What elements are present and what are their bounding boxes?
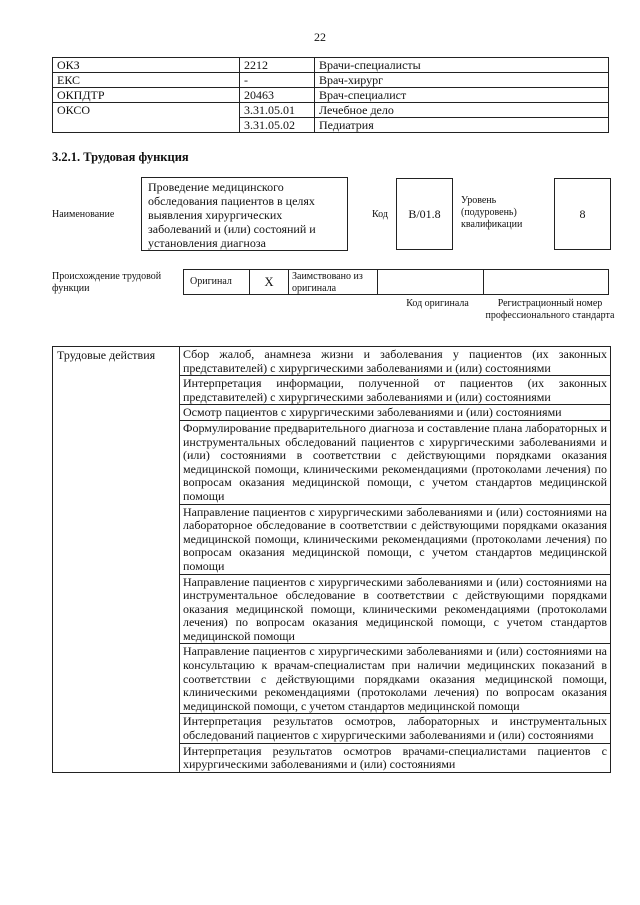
origin-label: Происхождение трудовой функции <box>52 271 162 294</box>
original-code-cell <box>377 269 484 295</box>
classifier-row <box>53 88 609 103</box>
reg-number-cell <box>483 269 609 295</box>
classifier-name: Врачи-специалисты <box>315 58 609 73</box>
reg-number-caption: Регистрационный номер профессионального стандарта <box>485 298 615 321</box>
labor-action-item: Осмотр пациентов с хирургическими заболеваниями и (или) состояниями <box>180 405 611 421</box>
labor-action-item: Направление пациентов с хирургическими заболеваниями и (или) состояниями на лабораторное обследование в соответствии с действующими порядками оказания медицинской помощи, клиническими рекомендациями (протоколами лечения) по вопросам оказания медицинской помощи, с учетом стандартов медицинской помощи <box>180 504 611 574</box>
labor-action-item: Формулирование предварительного диагноза и составление плана лабораторных и инструментальных обследований пациентов с хирургическими заболеваниями и (или) состояниями в соответствии с действующими порядками оказания медицинской помощи, клиническими рекомендациями (протоколами лечения) по вопросам оказания медицинской помощи, с учетом стандартов медицинской помощи <box>180 420 611 504</box>
labor-action-item: Интерпретация результатов осмотров, лабораторных и инструментальных обследований пациентов с хирургическими заболеваниями и (или) состояниями <box>180 714 611 743</box>
classifier-name: Врач-специалист <box>315 88 609 103</box>
function-name: Проведение медицинского обследования пациентов в целях выявления хирургических заболеваний и (или) состояний и установления диагноза <box>141 177 348 251</box>
classifier-name: Лечебное дело <box>315 103 609 118</box>
original-label: Оригинал <box>183 269 250 295</box>
page-number: 22 <box>314 30 326 44</box>
classifier-number: 20463 <box>240 88 315 103</box>
labor-action-item: Интерпретация результатов осмотров врачами-специалистами пациентов с хирургическими заболеваниями и (или) состояниями <box>180 743 611 772</box>
classifier-row <box>53 103 609 118</box>
origin-row <box>184 269 609 295</box>
qualification-level: 8 <box>554 178 611 250</box>
classifier-number: - <box>240 73 315 88</box>
original-mark: X <box>249 269 289 295</box>
classifier-code: ОКСО <box>53 103 240 118</box>
classifier-number: 3.31.05.02 <box>240 118 315 133</box>
labor-action-item: Направление пациентов с хирургическими заболеваниями и (или) состояниями на инструментальное обследование в соответствии с действующими порядками оказания медицинской помощи, клиническими рекомендациями (протоколами лечения) по вопросам оказания медицинской помощи, с учетом стандартов медицинской помощи <box>180 574 611 644</box>
classifier-table <box>52 57 609 133</box>
name-label: Наименование <box>52 209 115 220</box>
classifier-row <box>53 58 609 73</box>
code-label: Код <box>372 209 388 220</box>
classifier-code: ОКПДТР <box>53 88 240 103</box>
classifier-code: ЕКС <box>53 73 240 88</box>
labor-action-item: Интерпретация информации, полученной от пациентов (их законных представителей) с хирургическими заболеваниями и (или) состояниями <box>180 376 611 405</box>
labor-action-item: Сбор жалоб, анамнеза жизни и заболевания у пациентов (их законных представителей) с хирургическими заболеваниями и (или) состояниями <box>180 347 611 376</box>
function-code: B/01.8 <box>396 178 453 250</box>
table-row <box>53 347 611 376</box>
labor-actions-table <box>52 346 611 773</box>
section-heading: 3.2.1. Трудовая функция <box>52 150 189 164</box>
classifier-row <box>53 118 609 133</box>
classifier-name: Педиатрия <box>315 118 609 133</box>
level-label: Уровень (подуровень) квалификации <box>461 195 523 230</box>
labor-actions-heading: Трудовые действия <box>53 347 180 773</box>
classifier-code: ОКЗ <box>53 58 240 73</box>
borrowed-label: Заимствовано из оригинала <box>288 269 378 295</box>
classifier-row <box>53 73 609 88</box>
classifier-name: Врач-хирург <box>315 73 609 88</box>
code-original-caption: Код оригинала <box>406 298 469 309</box>
classifier-number: 3.31.05.01 <box>240 103 315 118</box>
classifier-number: 2212 <box>240 58 315 73</box>
labor-action-item: Направление пациентов с хирургическими заболеваниями и (или) состояниями на консультацию к врачам-специалистам при наличии медицинских показаний в соответствии с действующими порядками оказания медицинской помощи, клиническими рекомендациями (протоколами лечения) по вопросам оказания медицинской помощи, с учетом стандартов медицинской помощи <box>180 644 611 714</box>
classifier-code <box>53 118 240 133</box>
